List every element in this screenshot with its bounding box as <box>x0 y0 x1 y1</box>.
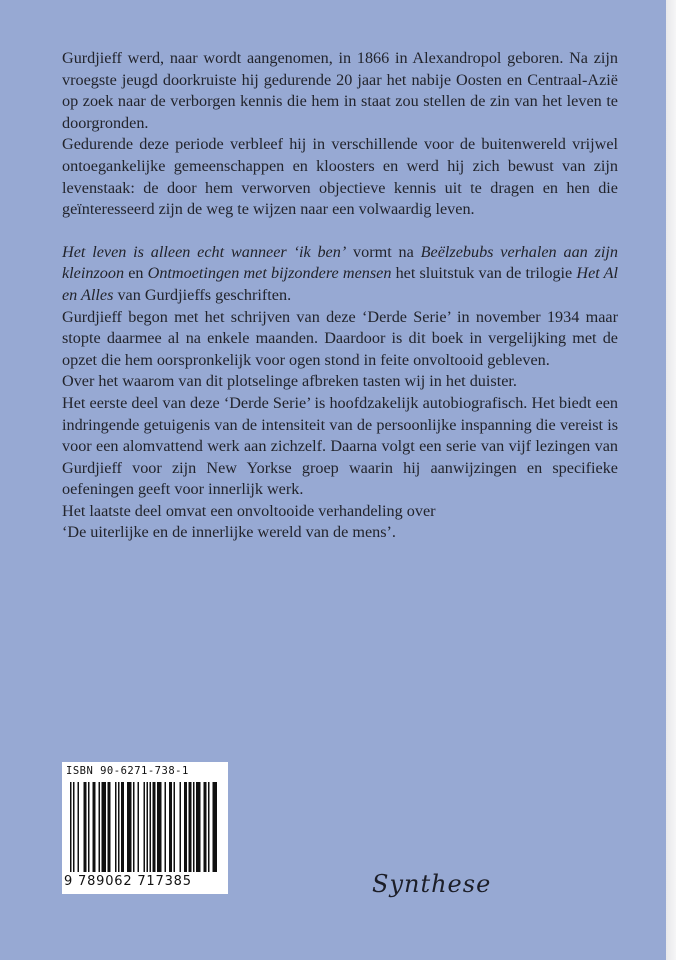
paragraph-treatise-title: ‘De uiterlijke en de innerlijke wereld van de mens’. <box>62 523 396 542</box>
barcode-bar <box>193 782 195 872</box>
barcode-bar <box>78 782 80 872</box>
barcode-bar <box>133 782 135 872</box>
ean-number: 9 789062 717385 <box>64 874 192 889</box>
barcode-bar <box>99 782 101 872</box>
barcode-bar <box>169 782 172 872</box>
barcode-bar <box>150 782 152 872</box>
barcode-bar <box>157 782 162 872</box>
barcode-bar <box>73 782 75 872</box>
title-leven-is-echt: Het leven is alleen echt wanneer ‘ik ben’ <box>62 242 347 261</box>
barcode-bar <box>174 782 176 872</box>
barcode-bar <box>108 782 111 872</box>
paragraph-contents: Het eerste deel van deze ‘Derde Serie’ is hoofdzakelijk autobiografisch. Het biedt een indringende getuigenis van de intensiteit van de persoonlijke inspanning die vereist is voor een alomvattend werk aan zichzelf. Daarna volgt een serie van vijf lezingen van Gurdjieff voor zijn New Yorkse groep waarin hij aanwijzingen en specifieke oefeningen geeft voor innerlijk werk. <box>62 393 618 499</box>
barcode-bar <box>208 782 210 872</box>
barcode-bars <box>68 782 222 872</box>
publisher-logo: Synthese <box>372 870 492 898</box>
paragraph-waarom: Over het waarom van dit plotselinge afbreken tasten wij in het duister. <box>62 372 517 391</box>
isbn-number: ISBN 90-6271-738-1 <box>66 765 189 777</box>
barcode-bar <box>70 782 72 872</box>
barcode-bar <box>127 782 132 872</box>
barcode-bar <box>213 782 218 872</box>
blurb-text <box>62 48 618 544</box>
barcode-bar <box>153 782 156 872</box>
barcode-bar <box>147 782 149 872</box>
barcode-bar <box>196 782 201 872</box>
isbn-barcode <box>62 762 228 894</box>
barcode-bar <box>93 782 96 872</box>
barcode-bar <box>138 782 140 872</box>
paragraph-derde-serie: Gurdjieff begon met het schrijven van deze ‘Derde Serie’ in november 1934 maar stopte daarmee al na enkele maanden. Daardoor is dit boek in vergelijking met de opzet die hem oorspronkelijk voor ogen stond in feite onvoltooid gebleven. <box>62 307 618 369</box>
barcode-bar <box>204 782 207 872</box>
barcode-bar <box>118 782 120 872</box>
title-ontmoetingen: Ontmoetingen met bijzondere mensen <box>147 264 392 283</box>
page-edge <box>666 0 676 960</box>
paragraph-period: Gedurende deze periode verbleef hij in verschillende voor de buitenwereld vrijwel ontoegankelijke gemeenschappen en kloosters en werd hij zich bewust van zijn levenstaak: de door hem verworven objectieve kennis uit te dragen en hen die geïnteresseerd zijn de weg te wijzen naar een volwaardig leven. <box>62 135 618 219</box>
barcode-bar <box>189 782 192 872</box>
barcode-bar <box>180 782 182 872</box>
title-al-en-alles: Het Al en Alles <box>62 264 618 304</box>
barcode-bar <box>88 782 90 872</box>
barcode-bar <box>165 782 167 872</box>
paragraph-trilogy: Het leven is alleen echt wanneer ‘ik ben’ vormt na Beëlzebubs verhalen aan zijn kleinzoon en Ontmoetingen met bijzondere mensen het sluitstuk van de trilogie Het Al en Alles van Gurdjieffs geschriften. <box>62 242 618 304</box>
paragraph-last-part: Het laatste deel omvat een onvoltooide verhandeling over <box>62 501 436 520</box>
barcode-bar <box>115 782 117 872</box>
title-beelzebub: Beëlzebubs verhalen aan zijn kleinzoon <box>62 242 618 283</box>
barcode-bar <box>144 782 146 872</box>
barcode-bar <box>102 782 107 872</box>
barcode-bar <box>184 782 187 872</box>
barcode-bar <box>121 782 124 872</box>
barcode-bar <box>84 782 87 872</box>
paragraph-intro: Gurdjieff werd, naar wordt aangenomen, in 1866 in Alexandropol geboren. Na zijn vroegste jeugd doorkruiste hij gedurende 20 jaar het nabije Oosten en Centraal-Azië op zoek naar de verborgen kennis die hem in staat zou stellen de zin van het leven te doorgronden. <box>62 49 618 132</box>
